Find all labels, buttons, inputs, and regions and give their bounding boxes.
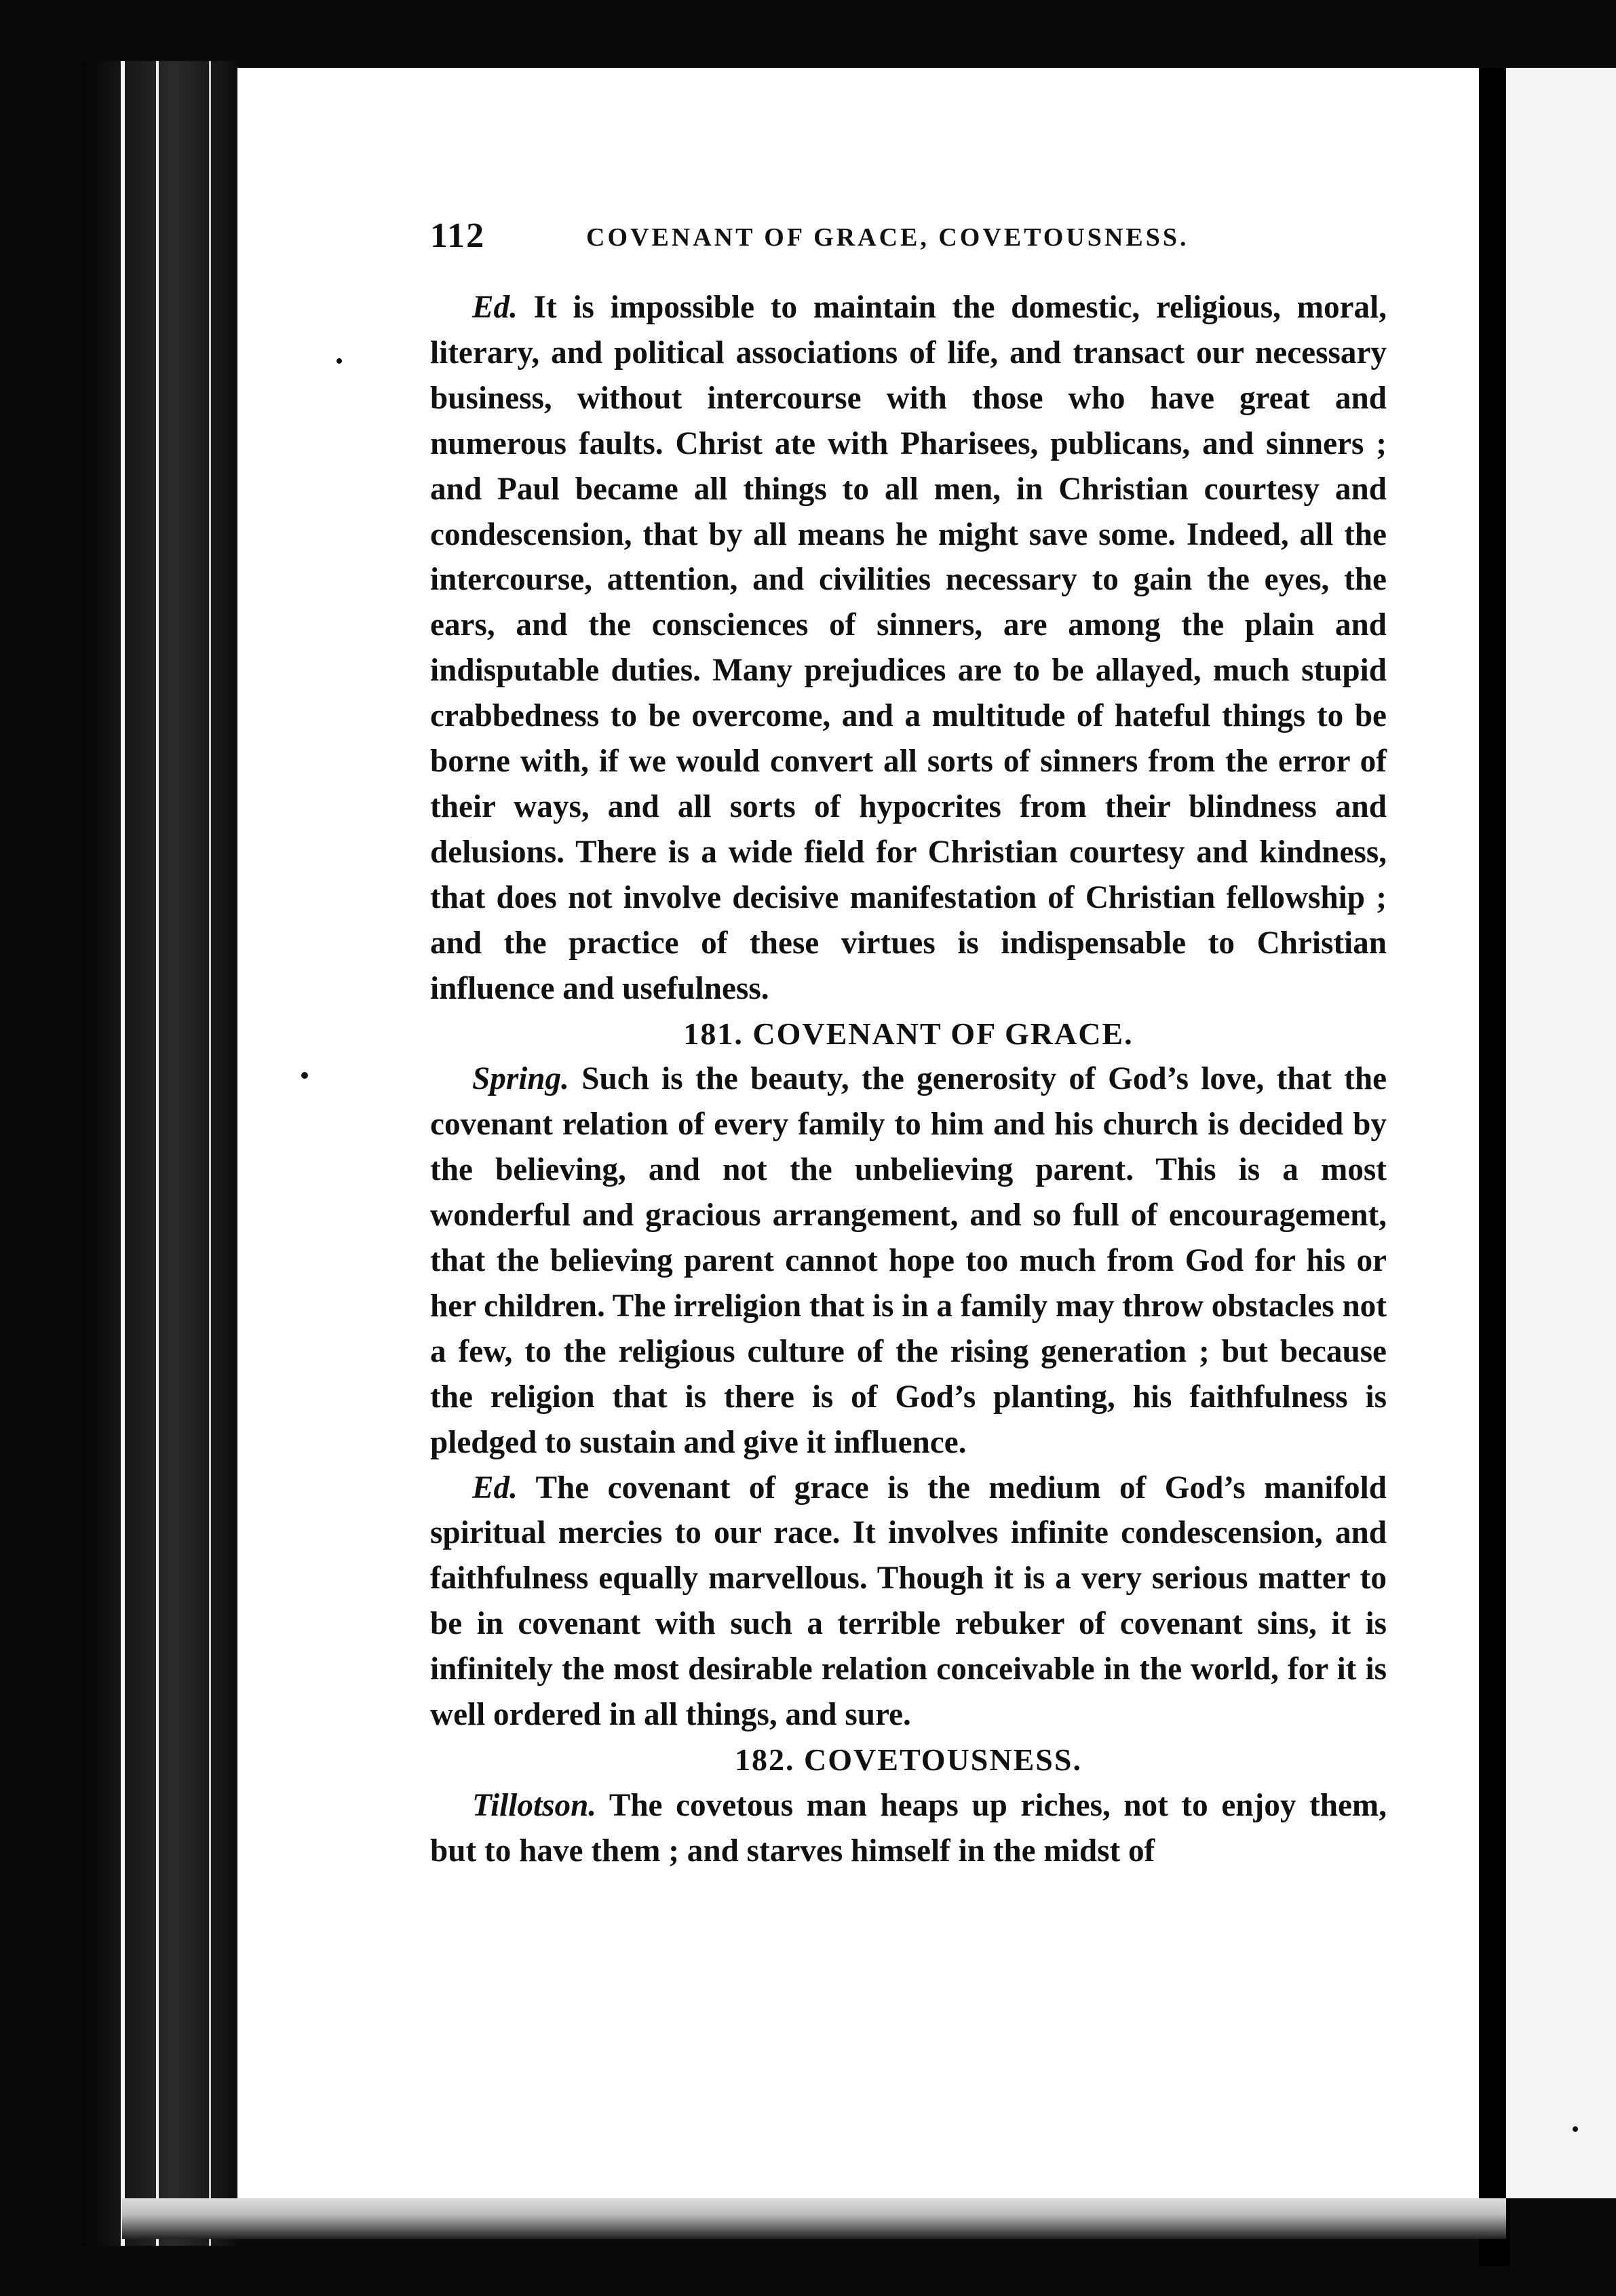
facing-page-edge: [1506, 68, 1616, 2198]
page-bottom-edge: [122, 2198, 1506, 2239]
section-heading: 182. COVETOUSNESS.: [735, 1742, 1082, 1777]
book-spine-edge: [81, 61, 237, 2246]
paragraph-text: It is impossible to maintain the domestic, religious, moral, literary, and political associations of life, and transact our necessary business, without intercourse with those who have great and numerous faults. Christ ate with Pharisees, publicans, and sinners ; and Paul became all things to all men, in Christian courtesy and condescension, that by all means he might save some. Indeed, all the intercourse, attention, and civilities necessary to gain the eyes, the ears, and the consciences of sinners, are among the plain and indisputable duties. Many prejudices are to be allayed, much stupid crabbedness to be overcome, and a multitude of hateful things to be borne with, if we would convert all sorts of sinners from the error of their ways, and all sorts of hypocrites from their blindness and delusions. There is a wide field for Christian courtesy and kindness, that does not involve decisive manifestation of Christian fellowship ; and the practice of these virtues is indispensable to Christian influence and usefulness.: [430, 290, 1387, 1006]
page-header: [430, 216, 1380, 263]
spine-stripe: [209, 61, 211, 2246]
page-number: 112: [430, 216, 486, 255]
ink-speck: [1573, 2126, 1578, 2132]
running-head: COVENANT OF GRACE, COVETOUSNESS.: [586, 223, 1189, 252]
section-heading: 181. COVENANT OF GRACE.: [683, 1016, 1134, 1051]
ink-speck: [336, 358, 342, 364]
spine-stripe: [156, 61, 159, 2246]
author-attribution: Ed.: [472, 290, 518, 325]
paragraph: [430, 1056, 1387, 1465]
paragraph-text: The covetous man heaps up riches, not to enjoy them, but to have them ; and starves himself in the midst of: [430, 1787, 1387, 1869]
author-attribution: Spring.: [472, 1061, 569, 1097]
author-attribution: Tillotson.: [472, 1787, 597, 1823]
paragraph: [430, 1466, 1387, 1738]
body-text: [430, 285, 1387, 1874]
author-attribution: Ed.: [472, 1470, 518, 1506]
spine-stripe: [121, 61, 125, 2246]
paragraph-text: Such is the beauty, the generosity of God’s love, that the covenant relation of every family to him and his church is decided by the believing, and not the unbelieving parent. This is a most wonderful and gracious arrangement, and so full of encouragement, that the believing parent cannot hope too much from God for his or her children. The irreligion that is in a family may throw obstacles not a few, to the religious culture of the rising generation ; but because the religion that is there is of God’s planting, his faithfulness is pledged to sustain and give it influence.: [430, 1061, 1387, 1460]
paragraph-text: The covenant of grace is the medium of God’s manifold spiritual mercies to our race. It involves infinite condescension, and faithfulness equally marvellous. Though it is a very serious matter to be in covenant with such a terrible rebuker of covenant sins, it is infinitely the most desirable relation conceivable in the world, for it is well ordered in all things, and sure.: [430, 1470, 1387, 1733]
ink-speck: [301, 1072, 308, 1079]
paragraph: [430, 285, 1387, 1012]
paragraph: [430, 1783, 1387, 1874]
